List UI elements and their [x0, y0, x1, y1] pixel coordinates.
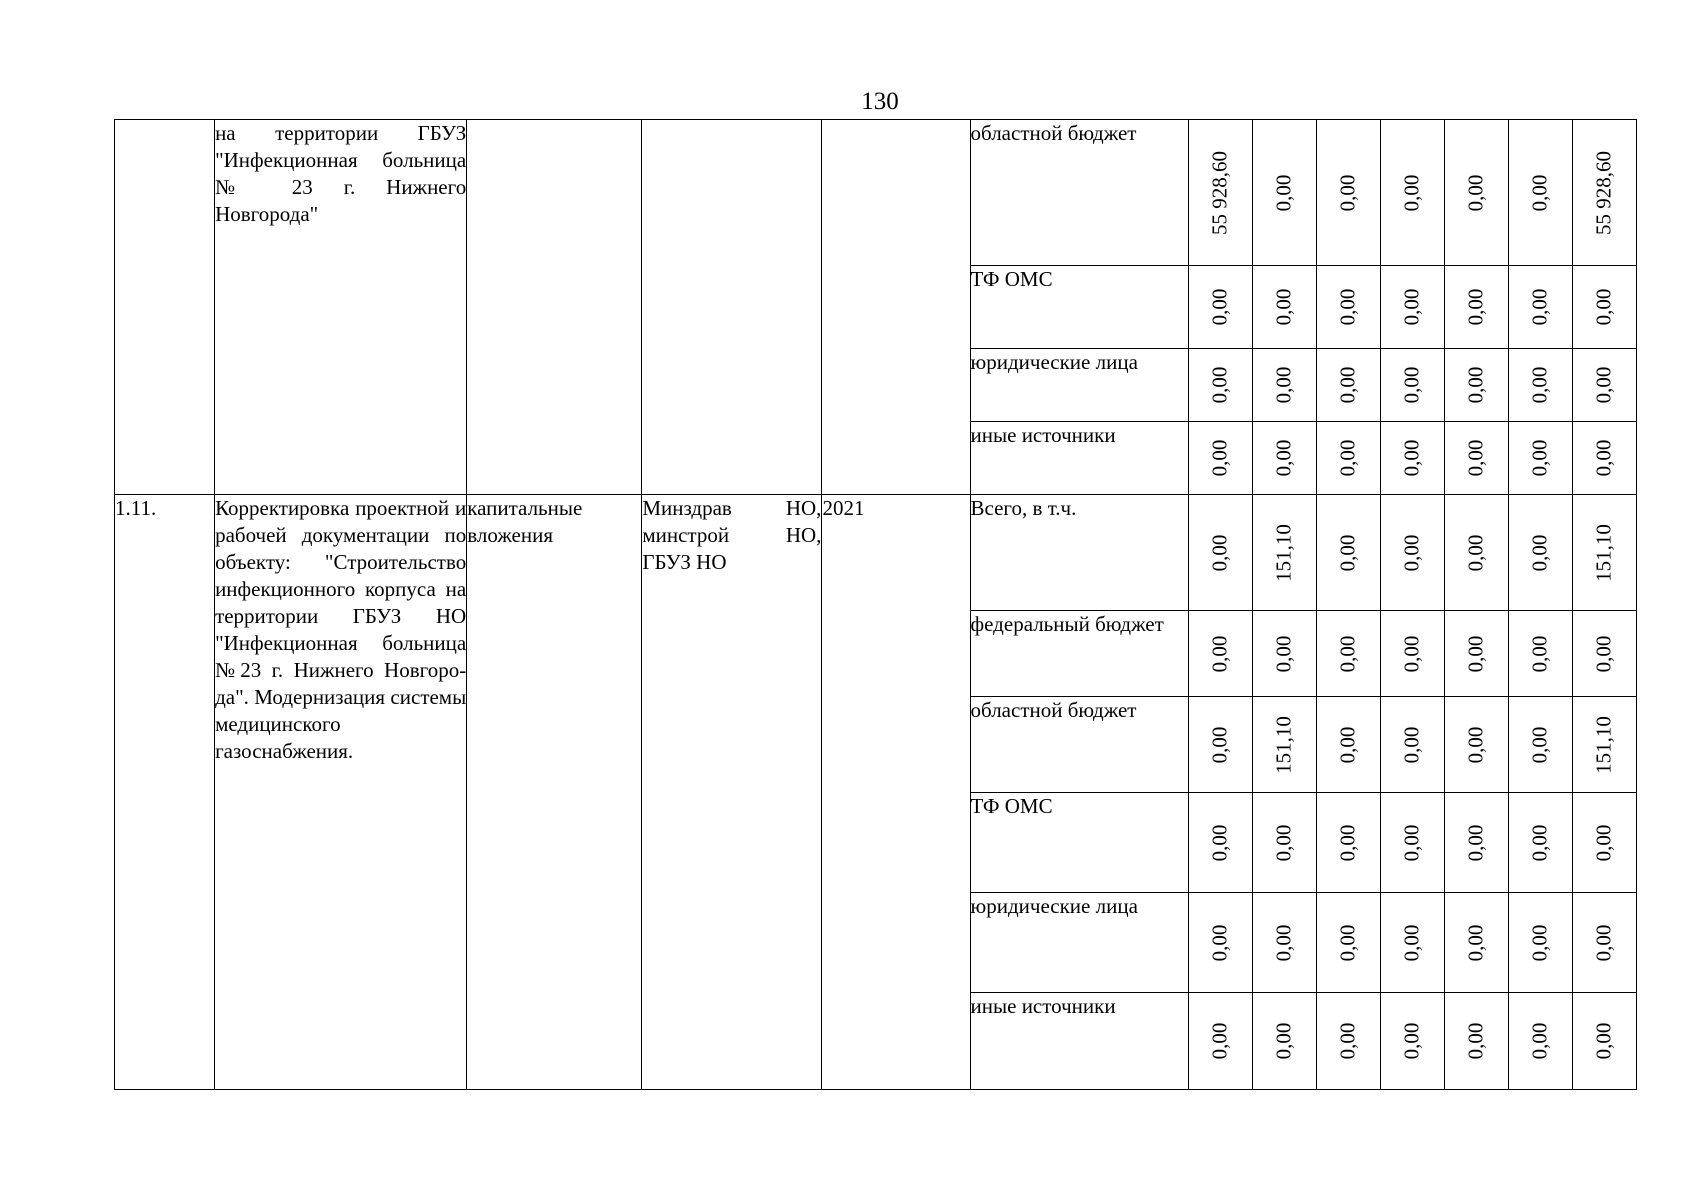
amount-cell: [1188, 495, 1252, 611]
amount-cell: [1444, 893, 1508, 993]
amount-cell: [1188, 611, 1252, 697]
amount-cell: [1508, 793, 1572, 893]
amount-value: 0,00: [1335, 439, 1360, 477]
amount-cell: [1444, 120, 1508, 266]
amount-cell: [1316, 349, 1380, 422]
amount-cell: [1380, 266, 1444, 349]
amount-cell: [1444, 793, 1508, 893]
amount-cell: [1508, 266, 1572, 349]
amount-value: 0,00: [1335, 1022, 1360, 1060]
amount-cell: [1444, 422, 1508, 495]
amount-value: 0,00: [1463, 534, 1488, 571]
funding-source: федеральный бюджет: [970, 611, 1188, 697]
amount-value: 55 928,60: [1591, 150, 1616, 235]
amount-value: 0,00: [1271, 1022, 1296, 1060]
table-body: [115, 120, 1637, 1090]
amount-cell: [1380, 349, 1444, 422]
amount-cell: [1444, 697, 1508, 793]
amount-value: 0,00: [1335, 824, 1360, 861]
amount-value: 0,00: [1271, 924, 1296, 961]
amount-value: 0,00: [1207, 366, 1232, 404]
amount-cell: [1572, 349, 1636, 422]
amount-cell: [1380, 495, 1444, 611]
funding-source: областной бюджет: [970, 120, 1188, 266]
amount-cell: [1508, 697, 1572, 793]
item-executor: Минздрав НО, минстрой НО, ГБУЗ НО: [642, 495, 822, 1090]
page-number: 130: [861, 88, 899, 115]
item-direction: [467, 120, 642, 495]
funding-source: юридические лица: [970, 893, 1188, 993]
amount-cell: [1316, 993, 1380, 1090]
amount-cell: [1316, 793, 1380, 893]
amount-cell: [1380, 697, 1444, 793]
item-name: на территории ГБУЗ "Инфекционная больница № 23 г. Нижнего Новгорода": [215, 120, 467, 495]
amount-value: 0,00: [1527, 288, 1552, 326]
amount-cell: [1572, 893, 1636, 993]
amount-value: 0,00: [1463, 824, 1488, 861]
amount-value: 0,00: [1399, 534, 1424, 571]
funding-source: областной бюджет: [970, 697, 1188, 793]
amount-value: 0,00: [1527, 439, 1552, 477]
amount-cell: [1508, 422, 1572, 495]
amount-value: 0,00: [1335, 366, 1360, 404]
amount-value: 0,00: [1271, 288, 1296, 326]
amount-value: 151,10: [1591, 523, 1616, 582]
table-row: [115, 120, 1637, 266]
funding-source: юридические лица: [970, 349, 1188, 422]
amount-cell: [1508, 120, 1572, 266]
funding-source: иные источники: [970, 993, 1188, 1090]
amount-cell: [1444, 349, 1508, 422]
amount-cell: [1188, 993, 1252, 1090]
amount-value: 0,00: [1527, 726, 1552, 763]
amount-cell: [1316, 611, 1380, 697]
amount-cell: [1188, 793, 1252, 893]
program-table: [114, 119, 1637, 1090]
funding-source: иные источники: [970, 422, 1188, 495]
amount-cell: [1188, 120, 1252, 266]
amount-value: 151,10: [1271, 523, 1296, 582]
amount-value: 0,00: [1527, 1022, 1552, 1060]
amount-value: 0,00: [1527, 635, 1552, 672]
amount-value: 0,00: [1335, 534, 1360, 571]
amount-value: 0,00: [1591, 824, 1616, 861]
amount-cell: [1380, 120, 1444, 266]
amount-cell: [1572, 611, 1636, 697]
amount-cell: [1188, 266, 1252, 349]
amount-cell: [1252, 422, 1316, 495]
amount-cell: [1188, 349, 1252, 422]
amount-cell: [1252, 349, 1316, 422]
amount-cell: [1316, 120, 1380, 266]
amount-cell: [1508, 611, 1572, 697]
amount-cell: [1508, 993, 1572, 1090]
amount-cell: [1316, 893, 1380, 993]
amount-value: 0,00: [1399, 824, 1424, 861]
amount-value: 0,00: [1399, 366, 1424, 404]
item-number: [115, 120, 215, 495]
amount-value: 0,00: [1335, 924, 1360, 961]
amount-cell: [1316, 697, 1380, 793]
funding-source: Всего, в т.ч.: [970, 495, 1188, 611]
amount-value: 0,00: [1591, 439, 1616, 477]
amount-cell: [1252, 793, 1316, 893]
item-year: [822, 120, 970, 495]
amount-cell: [1444, 993, 1508, 1090]
amount-cell: [1316, 495, 1380, 611]
item-executor: [642, 120, 822, 495]
amount-value: 0,00: [1591, 288, 1616, 326]
amount-value: 0,00: [1591, 366, 1616, 404]
amount-value: 0,00: [1399, 635, 1424, 672]
amount-cell: [1252, 495, 1316, 611]
amount-value: 0,00: [1527, 366, 1552, 404]
amount-cell: [1188, 893, 1252, 993]
amount-value: 0,00: [1271, 824, 1296, 861]
amount-value: 0,00: [1527, 174, 1552, 211]
amount-value: 0,00: [1271, 174, 1296, 211]
amount-value: 0,00: [1207, 288, 1232, 326]
amount-value: 0,00: [1463, 1022, 1488, 1060]
amount-value: 0,00: [1271, 366, 1296, 404]
amount-value: 0,00: [1591, 635, 1616, 672]
amount-value: 0,00: [1527, 924, 1552, 961]
amount-cell: [1252, 266, 1316, 349]
amount-cell: [1188, 697, 1252, 793]
item-direction: капитальные вложения: [467, 495, 642, 1090]
amount-value: 0,00: [1463, 726, 1488, 763]
item-name: Корректировка проектной и рабочей документации по объекту: "Строительство инфекционного корпуса на территории ГБУЗ НО "Инфекционная больница №23 г. Нижнего Новгорода". Модернизация системы медицинского газоснабжения.: [215, 495, 467, 1090]
amount-value: 0,00: [1207, 824, 1232, 861]
funding-source: ТФ ОМС: [970, 793, 1188, 893]
amount-value: 0,00: [1463, 924, 1488, 961]
amount-value: 0,00: [1207, 726, 1232, 763]
amount-cell: [1572, 495, 1636, 611]
amount-value: 0,00: [1207, 439, 1232, 477]
amount-cell: [1380, 893, 1444, 993]
amount-value: 0,00: [1463, 288, 1488, 326]
amount-value: 0,00: [1527, 534, 1552, 571]
amount-cell: [1572, 120, 1636, 266]
amount-value: 0,00: [1399, 924, 1424, 961]
amount-cell: [1508, 893, 1572, 993]
amount-cell: [1380, 611, 1444, 697]
amount-cell: [1444, 495, 1508, 611]
amount-cell: [1188, 422, 1252, 495]
amount-cell: [1444, 611, 1508, 697]
table-row: [115, 495, 1637, 611]
amount-cell: [1572, 266, 1636, 349]
amount-value: 0,00: [1207, 635, 1232, 672]
amount-cell: [1380, 993, 1444, 1090]
amount-value: 0,00: [1463, 174, 1488, 211]
amount-value: 0,00: [1399, 439, 1424, 477]
amount-cell: [1252, 993, 1316, 1090]
amount-value: 0,00: [1207, 1022, 1232, 1060]
amount-cell: [1316, 266, 1380, 349]
amount-value: 55 928,60: [1207, 150, 1232, 235]
amount-value: 151,10: [1591, 715, 1616, 774]
amount-cell: [1572, 422, 1636, 495]
amount-cell: [1252, 697, 1316, 793]
amount-value: 0,00: [1591, 1022, 1616, 1060]
amount-value: 0,00: [1207, 534, 1232, 571]
amount-cell: [1572, 993, 1636, 1090]
amount-value: 0,00: [1399, 726, 1424, 763]
item-number: 1.11.: [115, 495, 215, 1090]
amount-cell: [1380, 422, 1444, 495]
amount-cell: [1252, 611, 1316, 697]
item-year: 2021: [822, 495, 970, 1090]
amount-cell: [1252, 120, 1316, 266]
amount-cell: [1444, 266, 1508, 349]
amount-value: 0,00: [1335, 635, 1360, 672]
amount-cell: [1572, 793, 1636, 893]
amount-cell: [1508, 495, 1572, 611]
amount-cell: [1252, 893, 1316, 993]
funding-source: ТФ ОМС: [970, 266, 1188, 349]
amount-value: 0,00: [1399, 174, 1424, 211]
amount-value: 0,00: [1463, 366, 1488, 404]
amount-value: 0,00: [1335, 726, 1360, 763]
amount-cell: [1572, 697, 1636, 793]
amount-value: 0,00: [1271, 635, 1296, 672]
amount-cell: [1508, 349, 1572, 422]
amount-value: 0,00: [1399, 288, 1424, 326]
amount-value: 0,00: [1463, 635, 1488, 672]
amount-value: 0,00: [1527, 824, 1552, 861]
amount-value: 0,00: [1207, 924, 1232, 961]
amount-value: 0,00: [1399, 1022, 1424, 1060]
amount-value: 0,00: [1335, 174, 1360, 211]
amount-value: 0,00: [1335, 288, 1360, 326]
amount-cell: [1316, 422, 1380, 495]
amount-value: 0,00: [1591, 924, 1616, 961]
amount-value: 0,00: [1463, 439, 1488, 477]
amount-value: 151,10: [1271, 715, 1296, 774]
amount-cell: [1380, 793, 1444, 893]
amount-value: 0,00: [1271, 439, 1296, 477]
